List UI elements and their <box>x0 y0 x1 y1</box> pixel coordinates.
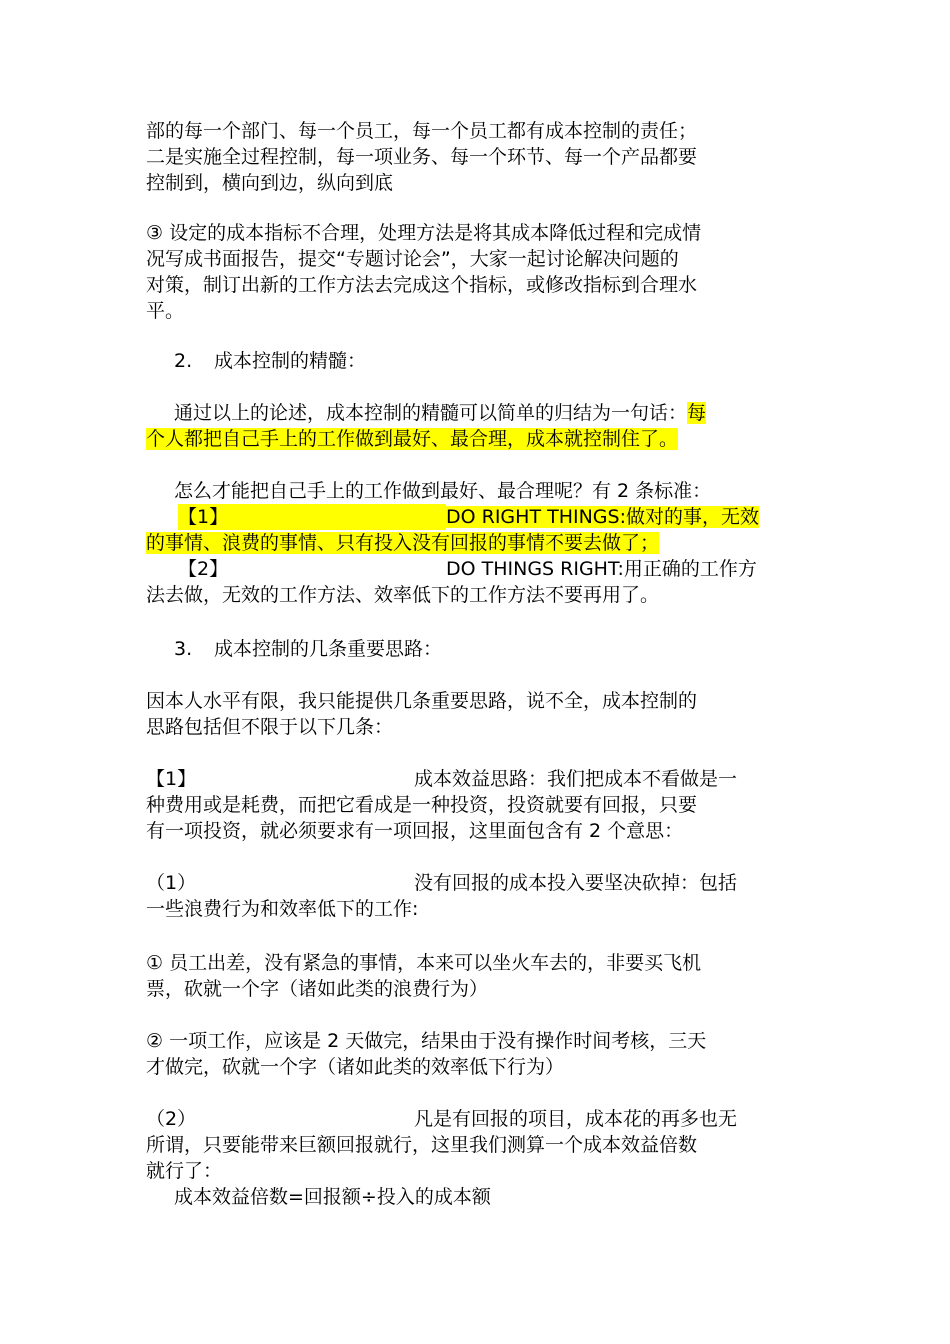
list-item <box>178 556 838 582</box>
item-tag: 【2】 <box>178 558 229 580</box>
heading-number: 3. <box>174 638 193 660</box>
list-item-continuation <box>146 530 806 556</box>
item-text: 用正确的工作方 <box>623 558 757 580</box>
paragraph-line: 因本人水平有限，我只能提供几条重要思路，说不全，成本控制的 <box>146 690 698 712</box>
item-tag: （2） <box>146 1108 197 1130</box>
paragraph-line: 所谓，只要能带来巨额回报就行，这里我们测算一个成本效益倍数 <box>146 1134 698 1156</box>
highlighted-text: 每 <box>687 402 707 424</box>
item-tag: （1） <box>146 872 197 894</box>
list-item <box>178 504 838 530</box>
paragraph-line: 种费用或是耗费，而把它看成是一种投资，投资就要有回报，只要 <box>146 794 698 816</box>
paragraph-line: ① 员工出差，没有紧急的事情，本来可以坐火车去的，非要买飞机 <box>146 952 702 974</box>
heading-number: 2. <box>174 350 193 372</box>
paragraph-line: 票，砍就一个字（诸如此类的浪费行为） <box>146 978 489 1000</box>
paragraph-line: 有一项投资，就必须要求有一项回报，这里面包含有 2 个意思： <box>146 820 684 842</box>
section-heading-2 <box>174 348 834 374</box>
heading-text: 成本控制的精髓： <box>214 350 367 372</box>
paragraph-line <box>146 870 806 896</box>
heading-text: 成本控制的几条重要思路： <box>214 638 443 660</box>
paragraph-line <box>146 426 806 452</box>
paragraph-line: 一些浪费行为和效率低下的工作: <box>146 898 419 920</box>
highlighted-text: 个人都把自己手上的工作做到最好、最合理，成本就控制住了。 <box>146 428 679 450</box>
paragraph-line: 怎么才能把自己手上的工作做到最好、最合理呢？有 2 条标准： <box>174 480 712 502</box>
paragraph-line: 部的每一个部门、每一个员工，每一个员工都有成本控制的责任； <box>146 120 698 142</box>
highlighted-text: 做对的事，无效 <box>625 506 759 528</box>
list-item-continuation: 法去做，无效的工作方法、效率低下的工作方法不要再用了。 <box>146 584 660 606</box>
paragraph-line: 平。 <box>146 300 185 322</box>
item-text: 凡是有回报的项目，成本花的再多也无 <box>414 1108 738 1130</box>
item-text: 没有回报的成本投入要坚决砍掉：包括 <box>414 872 738 894</box>
paragraph-line: 况写成书面报告，提交“专题讨论会”，大家一起讨论解决问题的 <box>146 248 679 270</box>
section-heading-3 <box>174 636 834 662</box>
paragraph-line <box>146 1106 806 1132</box>
paragraph-line <box>146 766 806 792</box>
highlighted-text: 的事情、浪费的事情、只有投入没有回报的事情不要去做了； <box>146 532 660 554</box>
item-tag: 【1】 <box>146 768 197 790</box>
formula-line: 成本效益倍数=回报额÷投入的成本额 <box>174 1186 491 1208</box>
item-en-text: DO RIGHT THINGS: <box>446 506 626 528</box>
item-en-text: DO THINGS RIGHT: <box>446 558 624 580</box>
item-tag: 【1】 <box>178 504 446 530</box>
paragraph-line: 二是实施全过程控制，每一项业务、每一个环节、每一个产品都要 <box>146 146 698 168</box>
paragraph-line: 对策，制订出新的工作方法去完成这个指标，或修改指标到合理水 <box>146 274 698 296</box>
paragraph-line: 思路包括但不限于以下几条： <box>146 716 394 738</box>
item-text: 成本效益思路：我们把成本不看做是一 <box>414 768 738 790</box>
paragraph-line: 控制到，横向到边，纵向到底 <box>146 172 394 194</box>
paragraph-line: ③ 设定的成本指标不合理，处理方法是将其成本降低过程和完成情 <box>146 222 702 244</box>
paragraph-line: ② 一项工作，应该是 2 天做完，结果由于没有操作时间考核，三天 <box>146 1030 707 1052</box>
paragraph-line: 才做完，砍就一个字（诸如此类的效率低下行为） <box>146 1056 565 1078</box>
paragraph-line: 就行了： <box>146 1160 223 1182</box>
paragraph-line <box>174 400 834 426</box>
lead-text: 通过以上的论述，成本控制的精髓可以简单的归结为一句话： <box>174 402 688 424</box>
